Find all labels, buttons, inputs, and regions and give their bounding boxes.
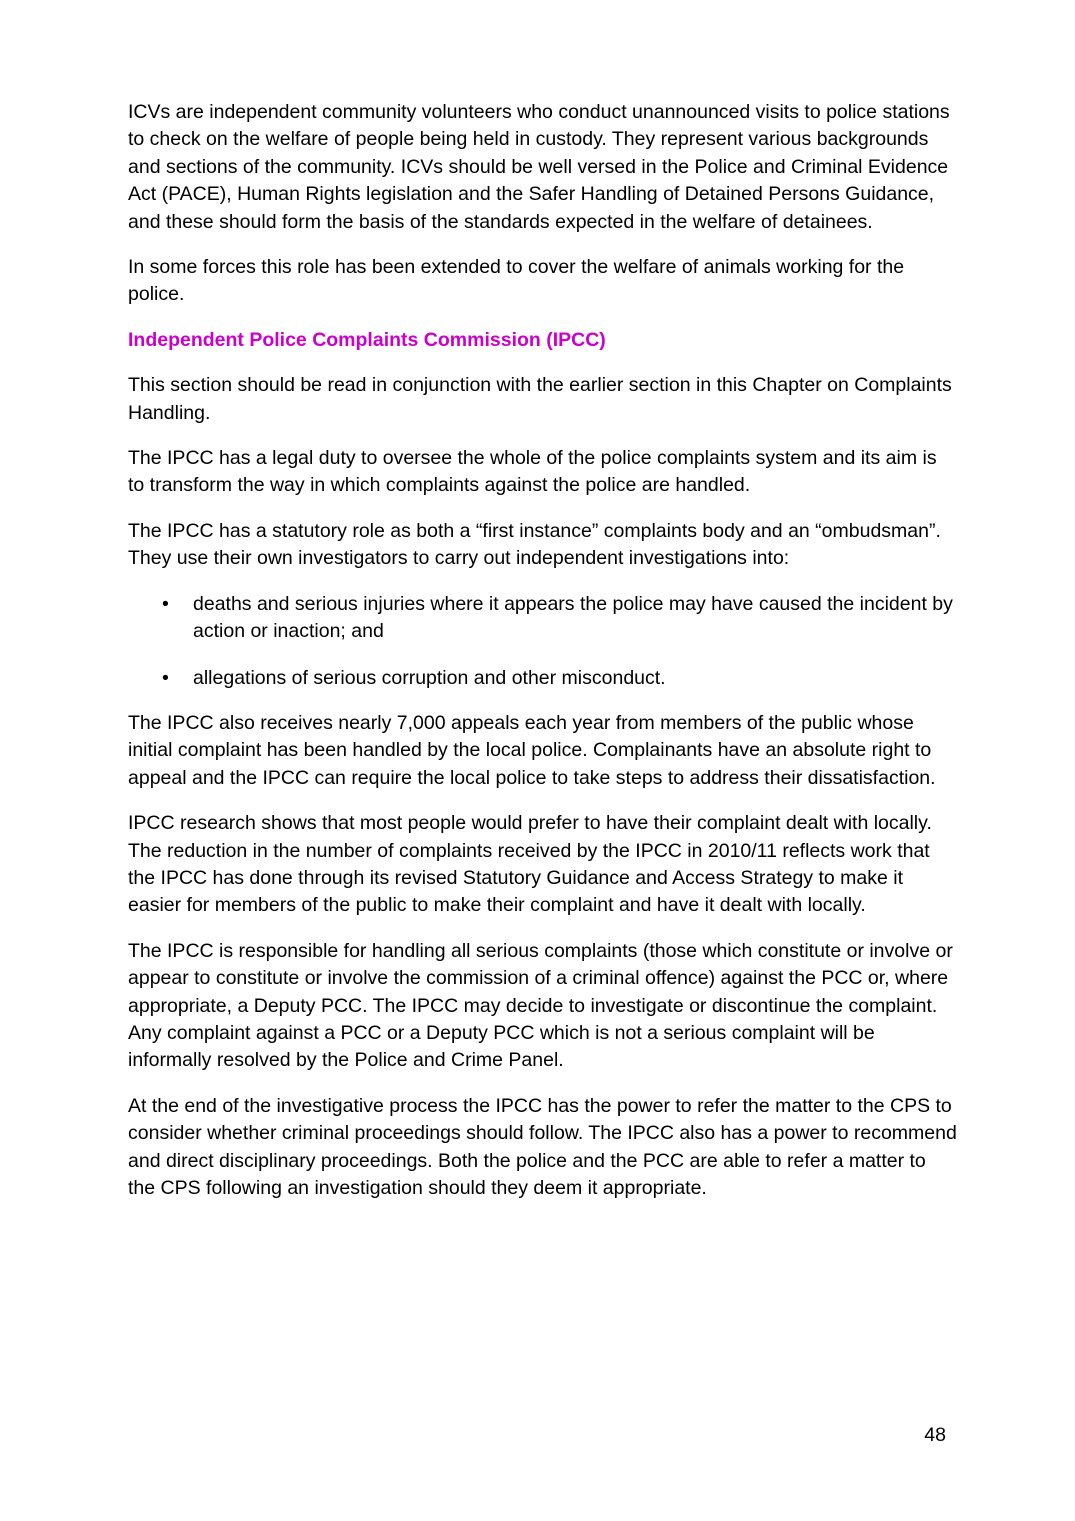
- document-page: [128, 99, 958, 1220]
- bullet-icon: •: [162, 666, 169, 689]
- paragraph-serious-complaints: The IPCC is responsible for handling all serious complaints (those which constitute or involve or appear to constitute or involve the commission of a criminal offence) against the PCC or, where appropriate, a Deputy PCC. The IPCC may decide to investigate or discontinue the complaint. Any complaint against a PCC or a Deputy PCC which is not a serious complaint will be informally resolved by the Police and Crime Panel.: [128, 939, 953, 1072]
- page-number: 48: [924, 1424, 946, 1446]
- paragraph-appeals: The IPCC also receives nearly 7,000 appeals each year from members of the public whose initial complaint has been handled by the local police. Complainants have an absolute right to appeal and the IPCC can require the local police to take steps to address their dissatisfaction.: [128, 711, 936, 789]
- list-item: [128, 591, 958, 646]
- paragraph-legal-duty: The IPCC has a legal duty to oversee the whole of the police complaints system and its aim is to transform the way in which complaints against the police are handled.: [128, 447, 937, 497]
- paragraph-icv-description: ICVs are independent community volunteers who conduct unannounced visits to police stations to check on the welfare of people being held in custody. They represent various backgrounds and sections of the community. ICVs should be well versed in the Police and Criminal Evidence Act (PACE), Human Rights legislation and the Safer Handling of Detained Persons Guidance, and these should form the basis of the standards expected in the welfare of detainees.: [128, 101, 950, 233]
- list-item: [128, 665, 958, 692]
- paragraph-statutory-role: The IPCC has a statutory role as both a “first instance” complaints body and an “ombudsman”. They use their own investigators to carry out independent investigations into:: [128, 519, 941, 570]
- section-heading-ipcc: Independent Police Complaints Commission (IPCC): [128, 328, 606, 351]
- list-item-text: deaths and serious injuries where it appears the police may have caused the incident by action or inaction; and: [193, 592, 953, 643]
- paragraph-animal-welfare: In some forces this role has been extended to cover the welfare of animals working for the police.: [128, 256, 905, 306]
- list-item-text: allegations of serious corruption and other misconduct.: [193, 666, 666, 689]
- paragraph-cps-referral: At the end of the investigative process the IPCC has the power to refer the matter to the CPS to consider whether criminal proceedings should follow. The IPCC also has a power to recommend and direct disciplinary proceedings. Both the police and the PCC are able to refer a matter to the CPS following an investigation should they deem it appropriate.: [128, 1094, 957, 1199]
- bullet-icon: •: [162, 592, 169, 615]
- paragraph-read-in-conjunction: This section should be read in conjunction with the earlier section in this Chapter on Complaints Handling.: [128, 374, 952, 424]
- investigation-bullet-list: [128, 591, 958, 692]
- paragraph-research: IPCC research shows that most people would prefer to have their complaint dealt with locally. The reduction in the number of complaints received by the IPCC in 2010/11 reflects work that the IPCC has done through its revised Statutory Guidance and Access Strategy to make it easier for members of the public to make their complaint and have it dealt with locally.: [128, 812, 932, 917]
